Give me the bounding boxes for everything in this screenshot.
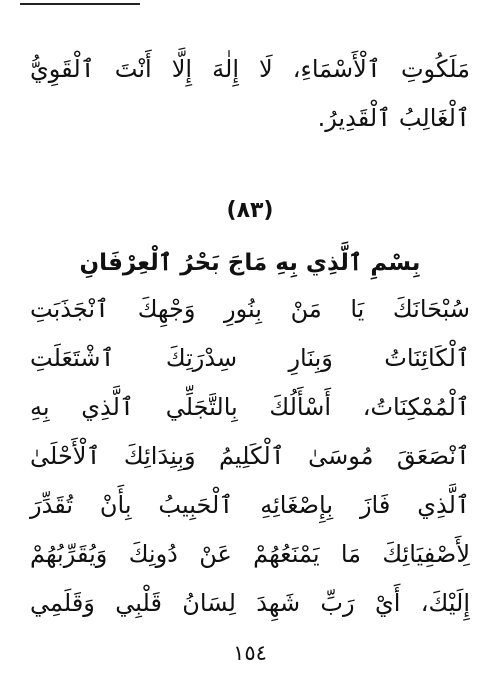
text-line: ٱلَّذِي فَازَ بِإِصْغَائِهِ ٱلْحَبِيبُ بِأَنْ تُقَدِّرَ xyxy=(30,491,470,519)
text-line: ٱلْكَائِنَاتُ وَبِنَارِ سِدْرَتِكَ ٱشْتَعَلَتِ xyxy=(30,344,470,372)
text-line: لِأَصْفِيَائِكَ مَا يَمْنَعُهُمْ عَنْ دُونِكَ وَيُقَرِّبُهُمْ xyxy=(30,540,470,568)
top-rule xyxy=(20,3,140,5)
text-line: سُبْحَانَكَ يَا مَنْ بِنُورِ وَجْهِكَ ٱنْجَذَبَتِ xyxy=(30,295,470,323)
text-line: مَلَكُوتِ ٱلْأَسْمَاءِ، لَا إِلٰهَ إِلَّا أَنْتَ ٱلْقَوِيُّ xyxy=(30,55,470,83)
text-line: ٱنْصَعَقَ مُوسَىٰ ٱلْكَلِيمُ وَبِنِدَائِكَ ٱلْأَحْلَىٰ xyxy=(30,442,470,470)
prayer-heading: بِسْمِ ٱلَّذِي بِهِ مَاجَ بَحْرُ ٱلْعِرْفَانِ xyxy=(79,250,421,276)
text-line: ٱلْمُمْكِنَاتُ، أَسْأَلُكَ بِالتَّجَلِّي ٱلَّذِي بِهِ xyxy=(30,393,470,421)
page-number: ١٥٤ xyxy=(233,641,267,665)
text-line: ٱلْغَالِبُ ٱلْقَدِيرُ. xyxy=(317,104,470,132)
prayer-number: (٨٣) xyxy=(226,198,274,223)
text-line: إِلَيْكَ، أَيْ رَبِّ شَهِدَ لِسَانُ قَلْبِي وَقَلَمِي xyxy=(30,589,470,617)
